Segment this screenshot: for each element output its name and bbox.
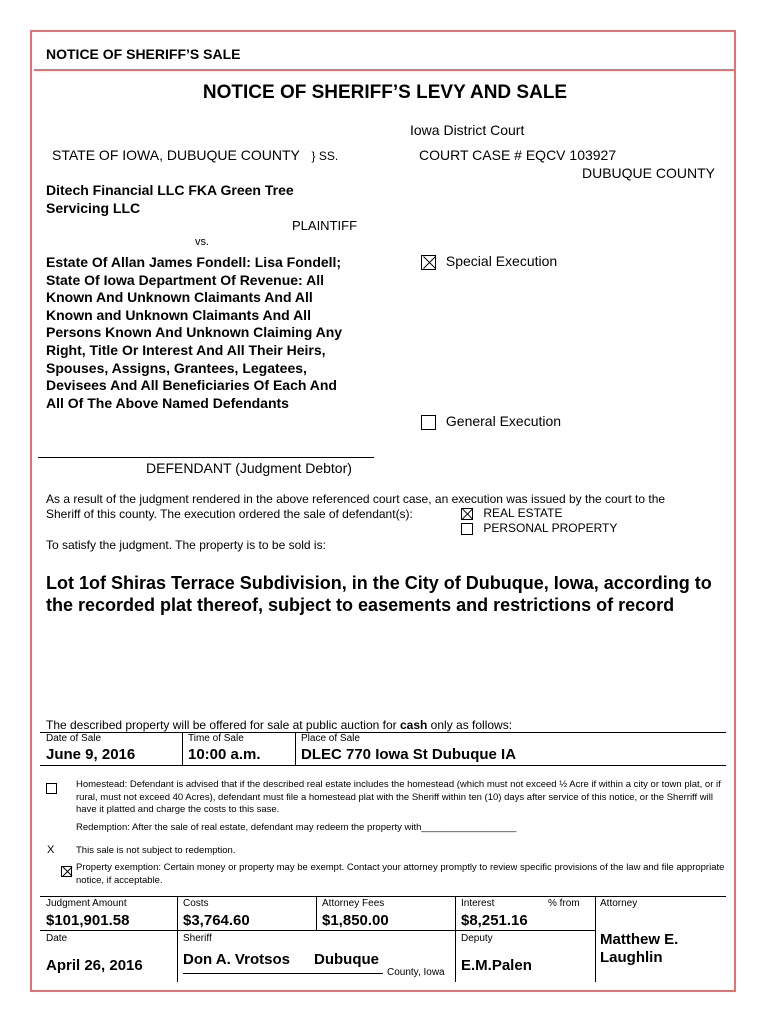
deputy-label: Deputy [461,933,493,944]
plaintiff-line: Servicing LLC [46,199,141,216]
sale-date-value: June 9, 2016 [46,746,136,763]
attorney-fees-value: $1,850.00 [322,912,389,929]
sale-intro-tail: only as follows: [427,718,513,732]
amounts-divider-4 [595,896,596,982]
sale-divider-1 [182,732,183,766]
defendant-line: Devisees And All Beneficiaries Of Each And [46,377,337,394]
exemption-checkbox[interactable] [61,866,72,877]
personal-property-label: PERSONAL PROPERTY [483,521,618,535]
real-estate-label: REAL ESTATE [483,506,563,520]
defendant-label: DEFENDANT (Judgment Debtor) [146,460,352,476]
general-execution-checkbox[interactable] [421,415,436,430]
special-execution-checkbox[interactable] [421,255,436,270]
sheriff-name: Don A. Vrotsos [183,951,290,968]
sale-intro [46,718,512,732]
sheriff-signature-line [183,973,383,974]
special-execution [421,253,557,270]
costs-value: $3,764.60 [183,912,250,929]
amounts-divider-2 [316,896,317,930]
attorney-line: Matthew E. [600,931,679,948]
defendant-line: Spouses, Assigns, Grantees, Legatees, [46,359,307,376]
plaintiff-name [46,182,294,217]
court-name: Iowa District Court [410,122,525,138]
personal-property-checkbox[interactable] [461,523,473,535]
header-divider [34,69,734,71]
sale-place-label: Place of Sale [301,733,360,744]
state-county [52,147,338,163]
pct-from-label: % from [548,898,580,909]
attorney-fees-label: Attorney Fees [322,898,385,909]
amounts-top-rule [40,896,726,897]
judgment-line-1: As a result of the judgment rendered in the above referenced court case, an execution was issued by the court to the [46,492,666,506]
defendant-line: All Of The Above Named Defendants [46,394,289,411]
plaintiff-line: Ditech Financial LLC FKA Green Tree [46,182,294,198]
date-value: April 26, 2016 [46,957,143,974]
no-redemption-mark: X [47,844,55,856]
sale-intro-cash: cash [399,718,428,732]
state-county-text: STATE OF IOWA, DUBUQUE COUNTY [52,147,300,163]
interest-value: $8,251.16 [461,912,528,929]
court-county: DUBUQUE COUNTY [582,165,716,181]
amounts-divider-3 [455,896,456,982]
sheriff-label: Sheriff [183,933,212,944]
real-estate-checkbox[interactable] [461,508,473,520]
special-execution-label: Special Execution [445,253,558,269]
judgment-amount-label: Judgment Amount [46,898,127,909]
case-number: COURT CASE # EQCV 103927 [419,147,617,163]
sale-time-value: 10:00 a.m. [188,746,261,763]
homestead-notice: Homestead: Defendant is advised that if the described real estate includes the homestead (which must not exceed ½ Acre if within a city or town plat, or if rural, must not exceed 40 Acres), defendant must file a homestead plat with the Sheriff within ten (10) days after service of this notice, or the Sherriff will have it platted and charge the costs to this sase. [76,779,721,815]
plaintiff-label: PLAINTIFF [292,218,358,233]
county-iowa-label: County, Iowa [387,967,445,978]
sale-place-value: DLEC 770 Iowa St Dubuque IA [301,746,517,763]
short-title: NOTICE OF SHERIFF’S SALE [46,46,241,62]
sale-top-rule [40,732,726,733]
general-execution [421,413,561,430]
page-title: NOTICE OF SHERIFF’S LEVY AND SALE [202,82,568,103]
sale-intro-text: The described property will be offered for sale at public auction for [46,718,400,732]
date-label: Date [46,933,68,944]
attorney-line: Laughlin [600,949,663,966]
general-execution-label: General Execution [445,413,562,429]
sale-time-label: Time of Sale [188,733,244,744]
personal-property-option [461,521,617,535]
amounts-divider-1 [177,896,178,982]
homestead-checkbox[interactable] [46,783,57,794]
redemption-notice: Redemption: After the sale of real estate, defendant may redeem the property with__________________ [76,822,517,833]
judgment-line-2: Sheriff of this county. The execution ordered the sale of defendant(s): [46,507,413,521]
defendant-line: Known and Unknown Claimants And All [46,306,311,323]
attorney-name [600,931,678,967]
sale-date-label: Date of Sale [46,733,102,744]
sheriff-county: Dubuque [314,951,379,968]
exemption-notice: Property exemption: Certain money or property may be exempt. Contact your attorney promptly to review specific provisions of the law and file appropriate notice, if acceptable. [76,862,725,886]
attorney-label: Attorney [600,898,638,909]
real-estate-option [461,506,562,520]
defendant-line: Right, Title Or Interest And All Their Heirs, [46,341,326,358]
defendant-line: Known And Unknown Claimants And All [46,289,313,306]
defendant-line: Estate Of Allan James Fondell: Lisa Fondell; [46,254,342,270]
defendant-line: State Of Iowa Department Of Revenue: All [46,271,324,288]
interest-label: Interest [461,898,495,909]
vs-label: vs. [195,236,210,248]
deputy-value: E.M.Palen [461,957,532,974]
sale-bottom-rule [40,765,726,766]
defendant-line: Persons Known And Unknown Claiming Any [46,324,343,341]
costs-label: Costs [183,898,209,909]
no-redemption-notice: This sale is not subject to redemption. [76,845,236,856]
property-description: Lot 1of Shiras Terrace Subdivision, in the City of Dubuque, Iowa, according to the recorded plat thereof, subject to easements and restrictions of record [46,573,712,615]
judgment-amount-value: $101,901.58 [46,912,130,929]
defendant-names [46,254,342,412]
defendant-divider [38,457,374,458]
ss-mark: } SS. [311,149,339,163]
sale-divider-2 [295,732,296,766]
judgment-line-3: To satisfy the judgment. The property is to be sold is: [46,538,326,552]
amounts-mid-rule [40,930,596,931]
